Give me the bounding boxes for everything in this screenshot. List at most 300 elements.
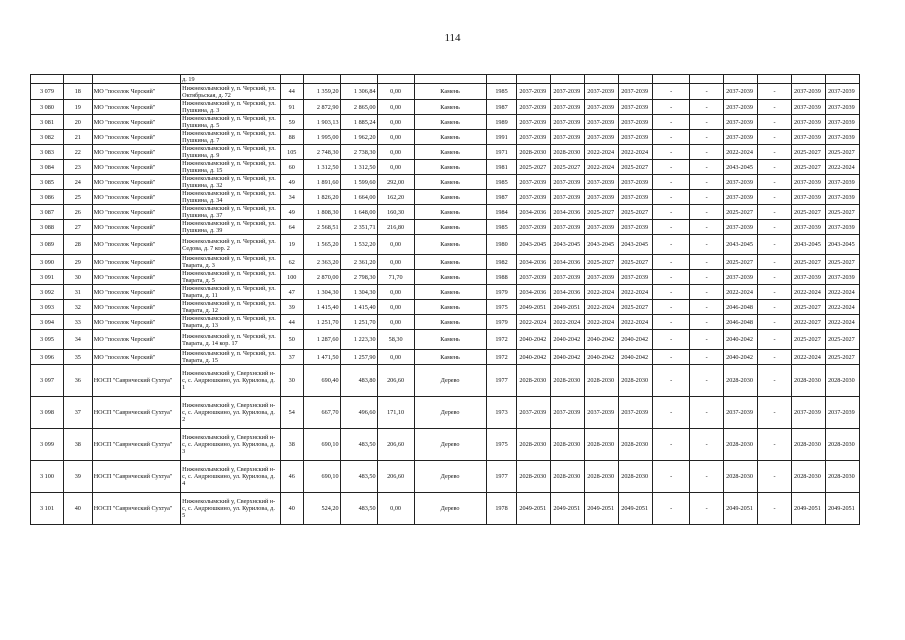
- cell-period: 2022-2024: [825, 300, 859, 315]
- cell-empty: [653, 75, 690, 84]
- cell-period: 2037-2039: [619, 115, 653, 130]
- cell-empty: [690, 75, 724, 84]
- cell-owner: НОСП "Саврнческий Сухтуа": [92, 461, 180, 493]
- housing-table: [30, 74, 860, 525]
- cell-year: 1987: [486, 190, 517, 205]
- cell-period: 2037-2039: [792, 190, 826, 205]
- cell-total-area: 1 251,70: [303, 315, 340, 330]
- cell-dash: -: [758, 350, 792, 365]
- cell-period: 2043-2045: [792, 235, 826, 255]
- cell-year: 1984: [486, 205, 517, 220]
- cell-owner: МО "поселок Черский": [92, 220, 180, 235]
- cell-year: 1977: [486, 461, 517, 493]
- cell-residential-area: 2 865,00: [340, 100, 377, 115]
- cell-period: 2028-2030: [619, 365, 653, 397]
- cell-dash: -: [653, 350, 690, 365]
- cell-address: Нижнеколымский у, п. Черский, ул. Пушкина, д. 34: [181, 190, 281, 205]
- cell-period: 2037-2039: [825, 100, 859, 115]
- cell-dash: -: [758, 235, 792, 255]
- cell-dash: -: [690, 220, 724, 235]
- cell-id: 3 081: [31, 115, 64, 130]
- cell-period: 2037-2039: [517, 190, 551, 205]
- cell-period: 2028-2030: [551, 365, 585, 397]
- cell-period: 2034-2036: [517, 285, 551, 300]
- cell-dash: -: [653, 220, 690, 235]
- cell-year: 1979: [486, 285, 517, 300]
- cell-period: 2025-2027: [619, 300, 653, 315]
- cell-period: 2037-2039: [517, 100, 551, 115]
- cell-dash: -: [690, 84, 724, 100]
- cell-dash: -: [690, 350, 724, 365]
- cell-period: 2037-2039: [551, 175, 585, 190]
- cell-period: 2049-2051: [792, 493, 826, 525]
- cell-dash: -: [758, 255, 792, 270]
- cell-period: 2037-2039: [825, 175, 859, 190]
- cell-dash: -: [690, 461, 724, 493]
- cell-dash: -: [758, 205, 792, 220]
- cell-residential-area: 1 304,30: [340, 285, 377, 300]
- cell-dash: -: [690, 270, 724, 285]
- cell-id: 3 097: [31, 365, 64, 397]
- cell-period: 2037-2039: [792, 397, 826, 429]
- cell-dash: -: [758, 160, 792, 175]
- cell-year: 1988: [486, 270, 517, 285]
- cell-period: 2037-2039: [825, 397, 859, 429]
- cell-number: 34: [63, 330, 92, 350]
- cell-address: Нижнеколымский у, п. Черский, ул. Пушкина, д. 3: [181, 100, 281, 115]
- cell-dash: -: [653, 190, 690, 205]
- cell-address: д. 19: [181, 75, 281, 84]
- cell-address: Нижнеколымский у, п. Черский, ул. Тварата, д. 14 кор. 17: [181, 330, 281, 350]
- cell-flats: 30: [280, 365, 303, 397]
- cell-empty: [619, 75, 653, 84]
- cell-flats: 91: [280, 100, 303, 115]
- cell-period: 2037-2039: [551, 100, 585, 115]
- cell-period: 2037-2039: [724, 270, 758, 285]
- cell-period: 2037-2039: [825, 84, 859, 100]
- cell-period: 2025-2027: [825, 145, 859, 160]
- cell-period: 2028-2030: [792, 429, 826, 461]
- cell-dash: -: [690, 429, 724, 461]
- cell-address: Нижнеколымский у, п. Черский, ул. Пушкина, д. 37: [181, 205, 281, 220]
- cell-nonresidential-area: 71,70: [377, 270, 414, 285]
- cell-period: 2034-2036: [517, 205, 551, 220]
- cell-period: 2037-2039: [792, 100, 826, 115]
- cell-period: 2037-2039: [517, 397, 551, 429]
- cell-flats: 46: [280, 461, 303, 493]
- cell-period: 2028-2030: [792, 461, 826, 493]
- cell-number: 38: [63, 429, 92, 461]
- cell-owner: НОСП "Саврнческий Сухтуа": [92, 493, 180, 525]
- cell-empty: [280, 75, 303, 84]
- cell-period: 2037-2039: [825, 190, 859, 205]
- cell-period: 2025-2027: [825, 255, 859, 270]
- cell-period: 2037-2039: [825, 270, 859, 285]
- cell-address: Нижнеколымский у, п. Черский, ул. Пушкина, д. 39: [181, 220, 281, 235]
- table-row: [31, 100, 860, 115]
- cell-empty: [377, 75, 414, 84]
- cell-address: Нижнеколымский у, Сверхнский н-с, с. Андрюшкино, ул. Куриловa, д. 1: [181, 365, 281, 397]
- cell-flats: 44: [280, 84, 303, 100]
- cell-period: 2034-2036: [517, 255, 551, 270]
- cell-period: 2049-2051: [551, 300, 585, 315]
- cell-address: Нижнеколымский у, п. Черский, ул. Тварата, д. 13: [181, 315, 281, 330]
- cell-residential-area: 1 415,40: [340, 300, 377, 315]
- cell-period: 2028-2030: [792, 365, 826, 397]
- cell-period: 2037-2039: [585, 220, 619, 235]
- cell-period: 2025-2027: [792, 205, 826, 220]
- cell-period: 2037-2039: [551, 220, 585, 235]
- cell-residential-area: 2 738,30: [340, 145, 377, 160]
- cell-period: 2028-2030: [551, 461, 585, 493]
- cell-flats: 47: [280, 285, 303, 300]
- cell-id: 3 095: [31, 330, 64, 350]
- cell-period: 2025-2027: [825, 350, 859, 365]
- cell-total-area: 2 872,90: [303, 100, 340, 115]
- cell-total-area: 690,40: [303, 365, 340, 397]
- cell-period: 2037-2039: [724, 115, 758, 130]
- cell-dash: -: [758, 397, 792, 429]
- cell-period: 2028-2030: [517, 461, 551, 493]
- cell-period: 2037-2039: [585, 130, 619, 145]
- cell-wall-material: Камень: [414, 160, 486, 175]
- cell-period: 2028-2030: [517, 145, 551, 160]
- cell-dash: -: [758, 130, 792, 145]
- cell-residential-area: 483,50: [340, 461, 377, 493]
- cell-empty: [517, 75, 551, 84]
- cell-residential-area: 1 664,00: [340, 190, 377, 205]
- cell-dash: -: [653, 100, 690, 115]
- cell-address: Нижнеколымский у, п. Черский, ул. Тварата, д. 5: [181, 270, 281, 285]
- cell-period: 2028-2030: [825, 461, 859, 493]
- cell-period: 2028-2030: [551, 429, 585, 461]
- cell-period: 2037-2039: [825, 115, 859, 130]
- cell-dash: -: [653, 429, 690, 461]
- cell-total-area: 1 565,20: [303, 235, 340, 255]
- cell-wall-material: Камень: [414, 315, 486, 330]
- table-row: [31, 300, 860, 315]
- cell-period: 2025-2027: [792, 145, 826, 160]
- cell-address: Нижнеколымский у, п. Черский, ул. Пушкина, д. 32: [181, 175, 281, 190]
- cell-period: 2025-2027: [792, 255, 826, 270]
- cell-period: 2037-2039: [825, 220, 859, 235]
- cell-dash: -: [758, 300, 792, 315]
- cell-period: 2022-2024: [724, 145, 758, 160]
- cell-total-area: 1 891,60: [303, 175, 340, 190]
- table-row: [31, 130, 860, 145]
- cell-wall-material: Камень: [414, 205, 486, 220]
- cell-total-area: 1 415,40: [303, 300, 340, 315]
- cell-period: 2022-2024: [585, 145, 619, 160]
- cell-period: 2037-2039: [585, 397, 619, 429]
- cell-period: 2037-2039: [792, 270, 826, 285]
- cell-id: 3 091: [31, 270, 64, 285]
- cell-period: 2025-2027: [619, 205, 653, 220]
- cell-id: 3 101: [31, 493, 64, 525]
- cell-dash: -: [690, 397, 724, 429]
- cell-dash: -: [758, 365, 792, 397]
- cell-residential-area: 1 599,60: [340, 175, 377, 190]
- cell-address: Нижнеколымский у, п. Черский, ул. Пушкина, д. 15: [181, 160, 281, 175]
- cell-empty: [92, 75, 180, 84]
- cell-empty: [340, 75, 377, 84]
- cell-year: 1971: [486, 145, 517, 160]
- cell-number: 25: [63, 190, 92, 205]
- cell-period: 2022-2027: [792, 315, 826, 330]
- cell-flats: 62: [280, 255, 303, 270]
- cell-empty: [792, 75, 826, 84]
- cell-period: 2025-2027: [619, 255, 653, 270]
- cell-total-area: 1 903,13: [303, 115, 340, 130]
- cell-nonresidential-area: 0,00: [377, 84, 414, 100]
- cell-total-area: 1 471,50: [303, 350, 340, 365]
- cell-period: 2040-2042: [585, 330, 619, 350]
- cell-nonresidential-area: 0,00: [377, 115, 414, 130]
- cell-number: 35: [63, 350, 92, 365]
- cell-number: 22: [63, 145, 92, 160]
- cell-flats: 49: [280, 205, 303, 220]
- cell-year: 1989: [486, 115, 517, 130]
- cell-period: 2034-2036: [551, 285, 585, 300]
- cell-period: 2037-2039: [619, 130, 653, 145]
- cell-flats: 38: [280, 429, 303, 461]
- cell-period: 2037-2039: [619, 84, 653, 100]
- cell-address: Нижнеколымский у, Сверхнский н-с, с. Андрюшкино, ул. Куриловa, д. 2: [181, 397, 281, 429]
- cell-address: Нижнеколымский у, Сверхнский н-с, с. Андрюшкино, ул. Куриловa, д. 4: [181, 461, 281, 493]
- cell-total-area: 1 808,30: [303, 205, 340, 220]
- cell-id: 3 090: [31, 255, 64, 270]
- cell-period: 2034-2036: [551, 205, 585, 220]
- cell-period: 2022-2024: [792, 350, 826, 365]
- table-row: [31, 461, 860, 493]
- cell-total-area: 1 312,50: [303, 160, 340, 175]
- cell-period: 2022-2024: [825, 160, 859, 175]
- table-row: [31, 429, 860, 461]
- cell-nonresidential-area: 0,00: [377, 235, 414, 255]
- cell-period: 2037-2039: [724, 130, 758, 145]
- cell-empty: [825, 75, 859, 84]
- cell-period: 2028-2030: [619, 461, 653, 493]
- cell-dash: -: [653, 285, 690, 300]
- cell-year: 1981: [486, 160, 517, 175]
- cell-period: 2028-2030: [724, 429, 758, 461]
- cell-wall-material: Камень: [414, 190, 486, 205]
- cell-number: 30: [63, 270, 92, 285]
- cell-total-area: 690,10: [303, 429, 340, 461]
- cell-dash: -: [758, 315, 792, 330]
- cell-owner: МО "поселок Черский": [92, 315, 180, 330]
- cell-address: Нижнеколымский у, п. Черский, ул. Седова, д. 7 кор. 2: [181, 235, 281, 255]
- cell-wall-material: Камень: [414, 255, 486, 270]
- cell-period: 2037-2039: [825, 130, 859, 145]
- cell-period: 2028-2030: [724, 461, 758, 493]
- cell-period: 2025-2027: [551, 160, 585, 175]
- cell-wall-material: Камень: [414, 130, 486, 145]
- cell-residential-area: 496,60: [340, 397, 377, 429]
- table-body: [31, 75, 860, 525]
- cell-year: 1978: [486, 493, 517, 525]
- cell-id: 3 082: [31, 130, 64, 145]
- cell-address: Нижнеколымский у, Сверхнский н-с, с. Андрюшкино, ул. Куриловa, д. 3: [181, 429, 281, 461]
- cell-year: 1977: [486, 365, 517, 397]
- cell-owner: МО "поселок Черский": [92, 205, 180, 220]
- cell-wall-material: Дерево: [414, 461, 486, 493]
- cell-wall-material: Камень: [414, 235, 486, 255]
- cell-dash: -: [758, 100, 792, 115]
- cell-flats: 64: [280, 220, 303, 235]
- cell-period: 2025-2027: [792, 330, 826, 350]
- table-row: [31, 330, 860, 350]
- cell-period: 2046-2048: [724, 315, 758, 330]
- cell-residential-area: 1 648,00: [340, 205, 377, 220]
- cell-number: 24: [63, 175, 92, 190]
- cell-total-area: 1 359,20: [303, 84, 340, 100]
- cell-residential-area: 1 251,70: [340, 315, 377, 330]
- table-row: [31, 145, 860, 160]
- cell-period: 2037-2039: [619, 270, 653, 285]
- cell-period: 2037-2039: [619, 190, 653, 205]
- cell-dash: -: [653, 493, 690, 525]
- cell-number: 33: [63, 315, 92, 330]
- cell-dash: -: [653, 130, 690, 145]
- cell-period: 2049-2051: [619, 493, 653, 525]
- cell-owner: МО "поселок Черский": [92, 300, 180, 315]
- cell-period: 2037-2039: [517, 175, 551, 190]
- cell-period: 2028-2030: [825, 365, 859, 397]
- cell-number: 28: [63, 235, 92, 255]
- cell-flats: 100: [280, 270, 303, 285]
- cell-owner: МО "поселок Черский": [92, 84, 180, 100]
- cell-residential-area: 483,50: [340, 429, 377, 461]
- cell-dash: -: [653, 235, 690, 255]
- cell-period: 2025-2027: [724, 255, 758, 270]
- cell-residential-area: 1 306,84: [340, 84, 377, 100]
- cell-id: 3 085: [31, 175, 64, 190]
- cell-year: 1975: [486, 429, 517, 461]
- cell-period: 2037-2039: [619, 175, 653, 190]
- cell-period: 2049-2051: [551, 493, 585, 525]
- cell-period: 2028-2030: [825, 429, 859, 461]
- cell-dash: -: [690, 145, 724, 160]
- cell-flats: 105: [280, 145, 303, 160]
- cell-period: 2043-2045: [551, 235, 585, 255]
- cell-year: 1985: [486, 84, 517, 100]
- cell-period: 2037-2039: [585, 84, 619, 100]
- cell-number: 37: [63, 397, 92, 429]
- cell-period: 2049-2051: [825, 493, 859, 525]
- cell-year: 1972: [486, 330, 517, 350]
- cell-owner: НОСП "Саврнческий Сухтуа": [92, 365, 180, 397]
- cell-flats: 44: [280, 315, 303, 330]
- cell-dash: -: [690, 365, 724, 397]
- cell-dash: -: [758, 285, 792, 300]
- cell-number: 29: [63, 255, 92, 270]
- table-row: [31, 493, 860, 525]
- table-row: [31, 160, 860, 175]
- cell-dash: -: [690, 300, 724, 315]
- cell-period: 2037-2039: [724, 175, 758, 190]
- cell-id: 3 096: [31, 350, 64, 365]
- cell-dash: -: [758, 175, 792, 190]
- cell-period: 2025-2027: [825, 330, 859, 350]
- cell-dash: -: [690, 493, 724, 525]
- cell-empty: [724, 75, 758, 84]
- cell-dash: -: [653, 175, 690, 190]
- cell-id: 3 094: [31, 315, 64, 330]
- cell-year: 1985: [486, 175, 517, 190]
- cell-period: 2025-2027: [585, 205, 619, 220]
- cell-number: 36: [63, 365, 92, 397]
- cell-wall-material: Камень: [414, 84, 486, 100]
- cell-wall-material: Камень: [414, 175, 486, 190]
- cell-residential-area: 2 351,71: [340, 220, 377, 235]
- cell-period: 2037-2039: [724, 84, 758, 100]
- table-row: [31, 220, 860, 235]
- cell-year: 1980: [486, 235, 517, 255]
- cell-wall-material: Камень: [414, 350, 486, 365]
- cell-number: 20: [63, 115, 92, 130]
- cell-nonresidential-area: 0,00: [377, 315, 414, 330]
- cell-nonresidential-area: 160,30: [377, 205, 414, 220]
- cell-period: 2028-2030: [551, 145, 585, 160]
- cell-owner: МО "поселок Черский": [92, 285, 180, 300]
- cell-dash: -: [653, 365, 690, 397]
- cell-residential-area: 2 798,30: [340, 270, 377, 285]
- cell-dash: -: [653, 84, 690, 100]
- cell-id: 3 079: [31, 84, 64, 100]
- cell-dash: -: [690, 330, 724, 350]
- cell-dash: -: [690, 160, 724, 175]
- cell-wall-material: Камень: [414, 285, 486, 300]
- cell-year: 1985: [486, 220, 517, 235]
- cell-period: 2034-2036: [551, 255, 585, 270]
- cell-period: 2028-2030: [724, 365, 758, 397]
- cell-id: 3 089: [31, 235, 64, 255]
- cell-id: 3 092: [31, 285, 64, 300]
- cell-wall-material: Камень: [414, 145, 486, 160]
- cell-owner: МО "поселок Черский": [92, 115, 180, 130]
- cell-address: Нижнеколымский у, п. Черский, ул. Тварата, д. 11: [181, 285, 281, 300]
- cell-empty: [303, 75, 340, 84]
- cell-wall-material: Камень: [414, 270, 486, 285]
- table-row: [31, 365, 860, 397]
- cell-dash: -: [653, 145, 690, 160]
- cell-dash: -: [653, 397, 690, 429]
- cell-period: 2037-2039: [792, 220, 826, 235]
- cell-id: 3 099: [31, 429, 64, 461]
- cell-period: 2037-2039: [517, 84, 551, 100]
- cell-owner: МО "поселок Черский": [92, 255, 180, 270]
- cell-period: 2037-2039: [551, 270, 585, 285]
- cell-wall-material: Дерево: [414, 493, 486, 525]
- cell-total-area: 2 568,51: [303, 220, 340, 235]
- cell-period: 2022-2024: [619, 145, 653, 160]
- cell-id: 3 088: [31, 220, 64, 235]
- cell-period: 2037-2039: [792, 130, 826, 145]
- cell-number: 27: [63, 220, 92, 235]
- cell-residential-area: 1 962,20: [340, 130, 377, 145]
- cell-period: 2040-2042: [551, 350, 585, 365]
- cell-dash: -: [690, 190, 724, 205]
- cell-owner: МО "поселок Черский": [92, 100, 180, 115]
- cell-residential-area: 1 885,24: [340, 115, 377, 130]
- cell-period: 2037-2039: [517, 220, 551, 235]
- cell-period: 2040-2042: [585, 350, 619, 365]
- cell-nonresidential-area: 0,00: [377, 350, 414, 365]
- cell-period: 2022-2024: [551, 315, 585, 330]
- cell-period: 2037-2039: [724, 100, 758, 115]
- cell-year: 1979: [486, 315, 517, 330]
